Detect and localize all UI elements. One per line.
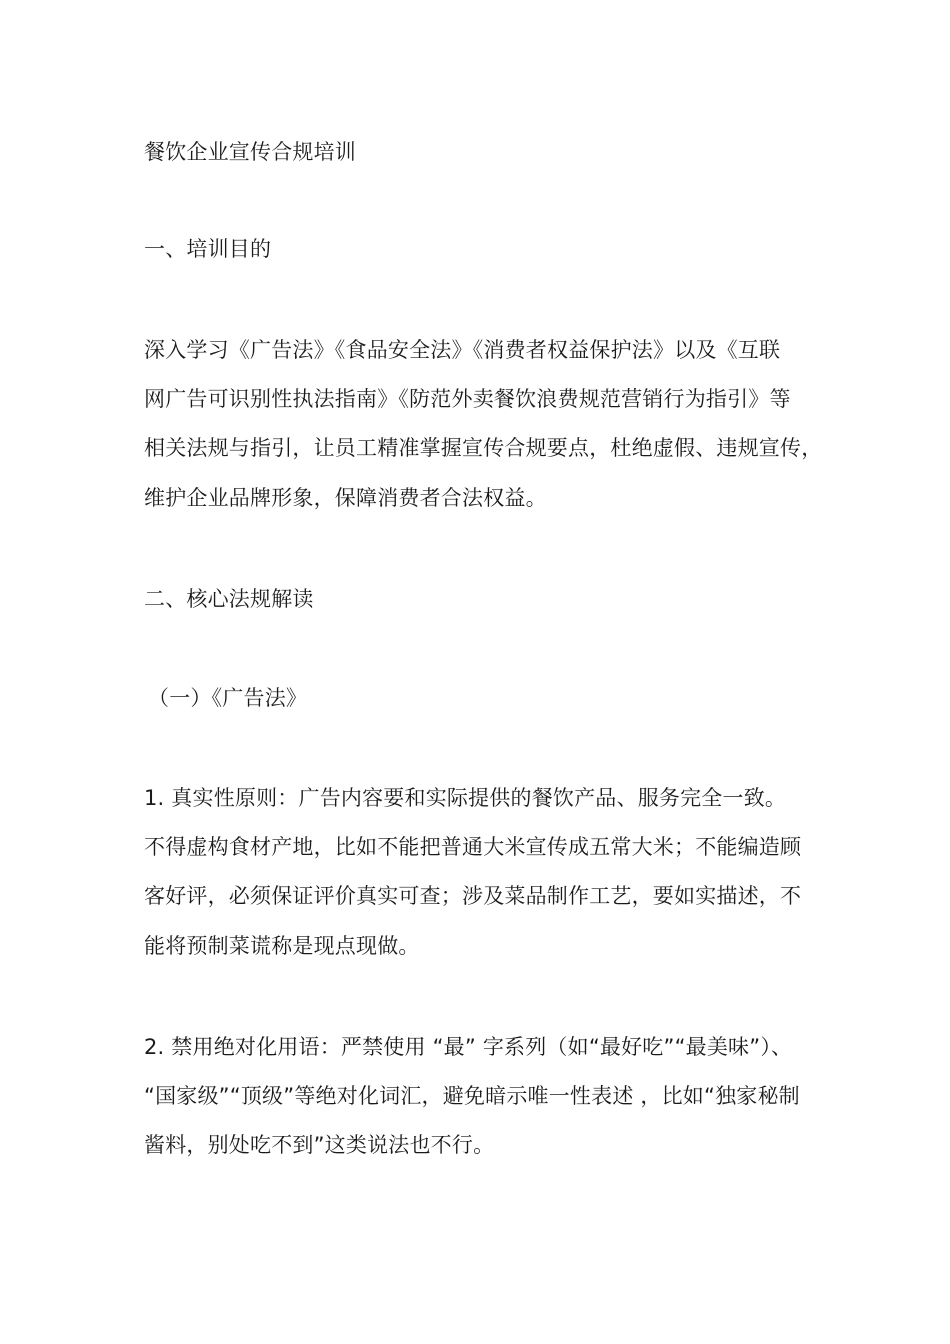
paragraph-line: 网广告可识别性执法指南》《防范外卖餐饮浪费规范营销行为指引》等	[144, 387, 791, 411]
item-line: 酱料，别处吃不到”这类说法也不行。	[144, 1133, 495, 1157]
section-heading-regulations: 二、核心法规解读	[144, 587, 314, 611]
item-line: 2. 禁用绝对化用语：严禁使用 “最” 字系列（如“最好吃”“最美味”）、	[144, 1035, 793, 1059]
section-heading-purpose: 一、培训目的	[144, 237, 272, 261]
paragraph-line: 深入学习《广告法》《食品安全法》《消费者权益保护法》以及《互联	[144, 338, 781, 362]
paragraph-line: 维护企业品牌形象，保障消费者合法权益。	[144, 486, 547, 510]
paragraph-line: 相关法规与指引，让员工精准掌握宣传合规要点，杜绝虚假、违规宣传，	[144, 436, 823, 460]
document-title: 餐饮企业宣传合规培训	[144, 140, 356, 164]
item-line: 客好评，必须保证评价真实可查；涉及菜品制作工艺，要如实描述，不	[144, 884, 802, 908]
item-line: 不得虚构食材产地，比如不能把普通大米宣传成五常大米；不能编造顾	[144, 835, 802, 859]
item-line: 1. 真实性原则：广告内容要和实际提供的餐饮产品、服务完全一致。	[144, 786, 787, 810]
subsection-heading-advertising-law: （一）《广告法》	[148, 686, 308, 710]
item-line: “国家级”“顶级”等绝对化词汇，避免暗示唯一性表述 ，比如“独家秘制	[144, 1084, 800, 1108]
item-line: 能将预制菜谎称是现点现做。	[144, 934, 420, 958]
